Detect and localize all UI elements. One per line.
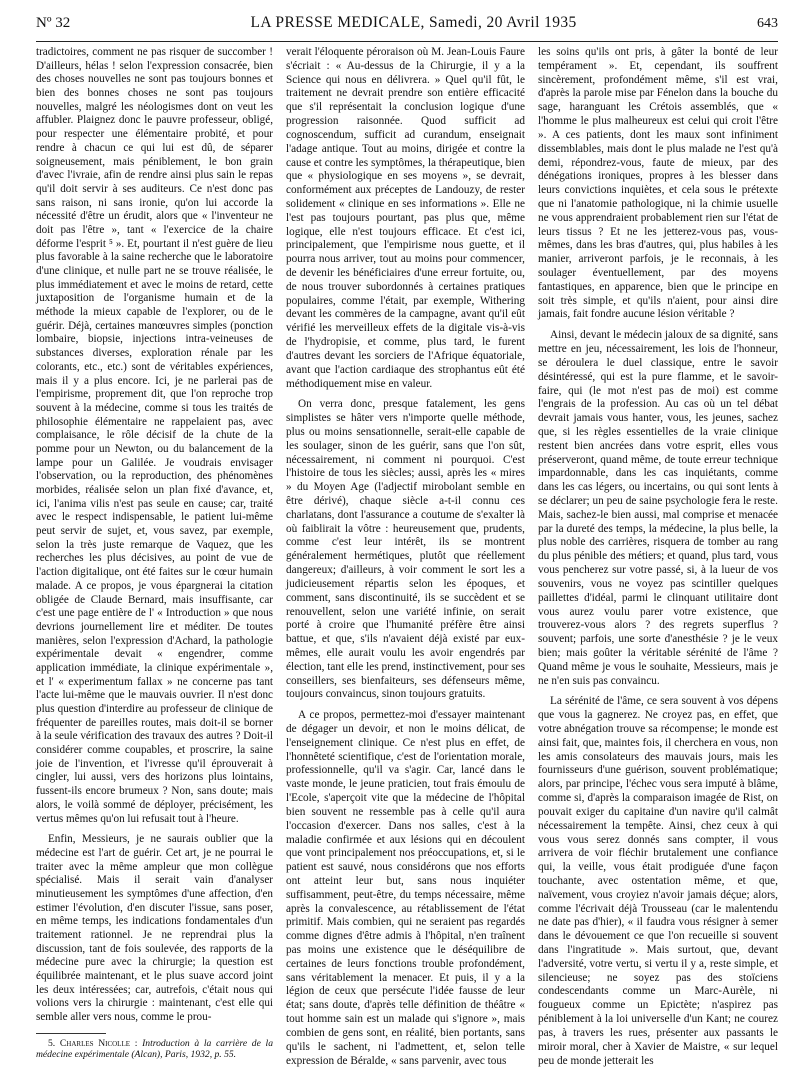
paragraph: A ce propos, permettez-moi d'essayer maintenant de dégager un devoir, et non le moins délicat, de l'enseignement clinique. Ce n'est plus en effet, de l'honnêteté scientifique, c'est de l'orientation morale, professionnelle, qu'il va s'agir. Car, lancé dans le vaste monde, le jeune praticien, tout frais émoulu de l'Ecole, s'aperçoit vite que la médecine de l'hôpital bien souvent ne ressemble pas à celle qu'il aura l'occasion d'exercer. Dans nos salles, c'est à la maladie confirmée et aux lésions qui en découlent que vont principalement nos préoccupations, et, si le patient est sauvé, nous considérons que nos efforts ont atteint leur but, sans nous inquiéter suffisamment, peut-être, du temps nécessaire, même après la convalescence, au rétablissement de l'état primitif. Mais combien, qui ne seraient pas regardés comme dignes d'être admis à l'hôpital, n'en traînent pas moins une existence que le déséquilibre de certaines de leurs fonctions trouble profondément, sans véritablement la menacer. Et puis, il y a la légion de ceux que persécute l'idée fausse de leur état; sans doute, d'après telle définition de théâtre « tout homme sain est un malade qui s'ignore », mais combien de gens sont, en réalité, bien portants, sans qu'ils le sachent, ni l'admettent, et, selon telle expression de Béralde, « sans parvenir, avec tous bbox=[286, 709, 525, 1067]
paragraph: tradictoires, comment ne pas risquer de succomber ! D'ailleurs, hélas ! selon l'expression consacrée, bien des choses nouvelles ne sont pas toujours bonnes et bien des bonnes choses ne sont pas toujours nouvelles, malgré les néologismes dont on veut les affubler. Plaignez donc le pauvre professeur, obligé, pour respecter une élémentaire probité, et pour rendre à chacun ce qui lui est dû, de séparer soigneusement, mais péniblement, le bon grain d'avec l'ivraie, afin de rendre ainsi plus sain le repas qu'il doit servir à ses auditeurs. Ce n'est donc pas sans raison, ni sans ironie, qu'on lui accorde la nécessité d'être un érudit, alors que « l'inventeur ne doit pas l'être », tant « l'exercice de la chaire déforme l'esprit ⁵ ». Et, pourtant il n'est guère de lieu plus favorable à la saine recherche que le laboratoire d'une clinique, et nulle part ne se trouve réalisée, le plus immédiatement et avec le moins de retard, cette juxtaposition de l'organisme humain et de la méthode la mieux capable de l'explorer, ou de le guérir. Déjà, certaines manœuvres simples (ponction lombaire, biopsie, injections intra-veineuses de substances diverses, exploration rénale par les colorants, etc., etc.) sont de véritables expériences, mais il y a plus encore. Ici, je ne parlerai pas de l'empirisme, proprement dit, que l'on reproche trop souvent à la médecine, comme si tous les traités de philosophie élémentaire ne rappelaient pas, avec complaisance, le rôle décisif de la chute de la pomme pour un Newton, ou du balancement de la lampe pour un Galilée. Je voudrais envisager l'observation, ou la reproduction, des phénomènes morbides, réalisée selon un plan fixé d'avance, et, ici, l'anima vilis n'est pas seule en cause; car, traité avec le respect indispensable, le patient lui-même peut servir de sujet, et, vous savez, par exemple, selon la très juste remarque de Vaquez, que les recherches les plus décisives, au point de vue de l'action digitalique, ont été faites sur le cœur humain malade. A ce propos, je vous épargnerai la citation obligée de Claude Bernard, mais insuffisante, car c'est une page entière de l' « Introduction » que nous devrions journellement lire et méditer. De toutes manières, selon l'expression d'Achard, la pathologie expérimentale devait « engendrer, comme application immédiate, la clinique expérimentale », et l' « experimentum fallax » ne concerne pas tant l'acte lui-même que le mauvais ouvrier. Il n'est donc plus question d'interdire au professeur de clinique de fréquenter de pareilles routes, mais doit-il se borner à la seule vérification des travaux des autres ? Doit-il considérer comme coupables, et proscrire, la saine joie de l'invention, et l'ivresse qu'il éprouverait à cingler, lui aussi, vers des horizons plus lointains, fussent-ils encore brumeux ? Non, sans doute; mais alors, le voilà sommé de déployer, précisément, les vertus mêmes qu'on lui refusait tout à l'heure. bbox=[36, 46, 273, 825]
footnote-author: 5. Charles Nicolle : bbox=[48, 1037, 138, 1049]
issue-number: Nº 32 bbox=[36, 15, 71, 31]
column-middle bbox=[286, 46, 525, 1068]
footnote bbox=[36, 1038, 273, 1060]
paragraph: verait l'éloquente péroraison où M. Jean-Louis Faure s'écriait : « Au-dessus de la Chirurgie, il y a la Science qui nous en délivrera. » Quel qu'il fût, le traitement ne devrait prendre son entière efficacité que s'il représentait la conclusion logique d'une progression raisonnée. Quod sufficit ad cognoscendum, sufficit ad curandum, enseignait l'adage antique. Tout au moins, dirigée et contre la cause et contre les symptômes, la thérapeutique, bien que « physiologique en ses moyens », se devrait, conformément aux préceptes de Landouzy, de rester solidement « clinique en ses informations ». Elle ne l'est pas toujours pourtant, pas plus que, même logique, elle n'est toujours efficace. Et c'est ici, principalement, que l'empirisme nous guette, et il pourra nous arriver, tout au moins pour commencer, de devenir les bénéficiaires d'une erreur fortuite, ou, de nous trouver subordonnés à certaines pratiques populaires, comme l'était, par exemple, Withering devant les commères de la campagne, avant qu'il eût vérifié les merveilleux effets de la digitale vis-à-vis de l'hydropisie, et comme, plus tard, le furent d'autres devant les sorciers de l'Afrique équatoriale, avant que l'action cardiaque des strophantus eût été méthodiquement mise en valeur. bbox=[286, 46, 525, 390]
paragraph: Ainsi, devant le médecin jaloux de sa dignité, sans mettre en jeu, nécessairement, les lois de l'honneur, se déroulera le duel classique, entre le savoir désintéressé, qui est la pure flamme, et le savoir-faire, qui (le mot n'est pas de moi) est comme l'engrais de la profession. Au cas où un tel débat devrait jamais vous hanter, vous, les jeunes, sachez que, si les règles essentielles de la vraie clinique restent bien ancrées dans votre esprit, elles vous préserveront, quand même, de toute erreur technique impardonnable, dans les cas inquiétants, comme dans les cas légers, ou incertains, ou qui sont lents à se déclarer; un peu de saine psychologie fera le reste. Mais, sachez-le bien aussi, mal comprise et menacée par la dureté des temps, la médecine, la plus belle, la plus noble des carrières, risquera de tomber au rang du plus pénible des métiers; et quand, plus tard, vous vous pencherez sur votre passé, si, à la lueur de vos souvenirs, vous ne voyez pas scintiller quelques paillettes d'idéal, parmi le clinquant utilitaire dont vous aurez voulu parer votre existence, que trouverez-vous alors ? des regrets superflus ? souvent; parfois, une sorte d'anesthésie ? je le veux bien; mais goûter la véritable sérénité de l'âme ? Quand même je vous le souhaite, Messieurs, mais je ne n'en suis pas convaincu. bbox=[538, 329, 778, 687]
page-header bbox=[36, 14, 778, 42]
footnote-text: Introduction à la carrière de la médecine expérimentale (Alcan), Paris, 1932, p. 55. bbox=[36, 1037, 273, 1060]
journal-title: LA PRESSE MEDICALE, Samedi, 20 Avril 1935 bbox=[250, 14, 577, 31]
column-right bbox=[538, 46, 778, 1068]
page-number: 643 bbox=[756, 16, 778, 31]
paragraph: On verra donc, presque fatalement, les gens simplistes se hâter vers n'importe quelle méthode, plus ou moins sensationnelle, serait-elle capable de les soulager, sinon de les guérir, sans que l'on sût, nécessairement, ni comment ni pourquoi. C'est l'histoire de tous les siècles; aussi, après les « mires » du Moyen Age (l'adjectif mirobolant semble en être dérivé), chaque siècle a-t-il connu ces charlatans, dont l'assurance a coutume de s'exalter là où faiblirait la vôtre : heureusement que, prudents, comme c'est leur intérêt, ils se montrent généralement hermétiques, plutôt que réellement dangereux; d'ailleurs, à voir comment le sort les a judicieusement répartis selon les époques, et comment, sans discontinuité, ils se succèdent et se renouvellent, selon une variété infinie, on serait porté à croire que l'humanité préfère être ainsi battue, et que, s'ils n'avaient déjà existé par eux-mêmes, elle aurait voulu les avoir engendrés par élection, tant elle les prend, instinctivement, pour ses conseillers, ses bienfaiteurs, ses défenseurs même, toujours convaincus, sinon toujours gratuits. bbox=[286, 398, 525, 701]
paragraph: les soins qu'ils ont pris, à gâter la bonté de leur tempérament ». Et, cependant, ils souffrent sincèrement, profondément même, s'il est vrai, d'après la parole mise par Fénelon dans la bouche du sage, haranguant les Crétois assemblés, que « l'homme le plus malheureux est celui qui croit l'être ». A ces patients, dont les maux sont infiniment dissemblables, mais dont le plus malade ne l'est qu'à demi, répondrez-vous, faute de mieux, par des dénégations ironiques, propres à les blesser dans leurs convictions inquiètes, et cela sous le prétexte que ni l'anatomie pathologique, ni la chimie usuelle ne vous apprendraient probablement rien sur l'état de leurs tissus ? Et ne les jetterez-vous pas, vous-mêmes, dans les bras d'autres, qui, plus habiles à les manier, arriveront parfois, je le reconnais, à les soulager éventuellement, par des moyens fantastiques, en apparence, bien que le principe en soit très simple, et qu'ils n'aient, pour ainsi dire jamais, fait fondre aucune lésion véritable ? bbox=[538, 46, 778, 321]
paragraph: Enfin, Messieurs, je ne saurais oublier que la médecine est l'art de guérir. Cet art, je ne pourrai le traiter avec la même ampleur que mon collègue spécialisé. Mais il serait vain d'analyser minutieusement les symptômes d'une affection, d'en estimer l'évolution, d'en discuter l'issue, sans poser, en même temps, les indications fondamentales d'un traitement rationnel. Je ne reprendrai plus la discussion, tant de fois soulevée, des rapports de la médecine pure avec la chirurgie; la question est équilibrée maintenant, et le plus suave accord joint les deux intéressées; car, autrefois, c'était nous qui volions vers la chirurgie : maintenant, c'est elle qui semble aller vers nous, comme le prou- bbox=[36, 833, 273, 1024]
column-left bbox=[36, 46, 273, 1060]
paragraph: La sérénité de l'âme, ce sera souvent à vos dépens que vous la gagnerez. Ne croyez pas, en effet, que votre abnégation trouve sa récompense; le monde est ainsi fait, que, maintes fois, il cherchera en vous, non les amis consolateurs des mauvais jours, mais les fournisseurs d'une guérison, souvent problématique; alors, par principe, l'échec vous sera imputé à blâme, comme si, d'après la comparaison imagée de Rist, on pouvait exiger du capitaine d'un navire qu'il calmât nécessairement la tempête. Ainsi, chez ceux à qui vous vous serez donnés sans compter, il vous arrivera de voir fléchir brutalement une confiance qui, la veille, vous était prodiguée d'une façon touchante, avec ostentation même, et que, naïvement, vous croyiez n'avoir jamais déçue; alors, comme l'écrivait déjà Trousseau (car le malentendu ne date pas d'hier), « il faudra vous résigner à semer dans le dévouement ce que l'on recueille si souvent dans l'ingratitude ». Mais surtout, que, devant l'adversité, votre vertu, si vertu il y a, reste simple, et silencieuse; ne soyez pas des stoïciens condescendants comme un Marc-Aurèle, ni fougueux comme un Epictète; n'aspirez pas péniblement à la loi universelle d'un Kant; ne courez pas, à travers les rues, présenter aux passants le miroir moral, cher à Xavier de Maistre, « sur lequel peu de monde jetterait les bbox=[538, 695, 778, 1067]
footnote-rule bbox=[36, 1033, 106, 1034]
